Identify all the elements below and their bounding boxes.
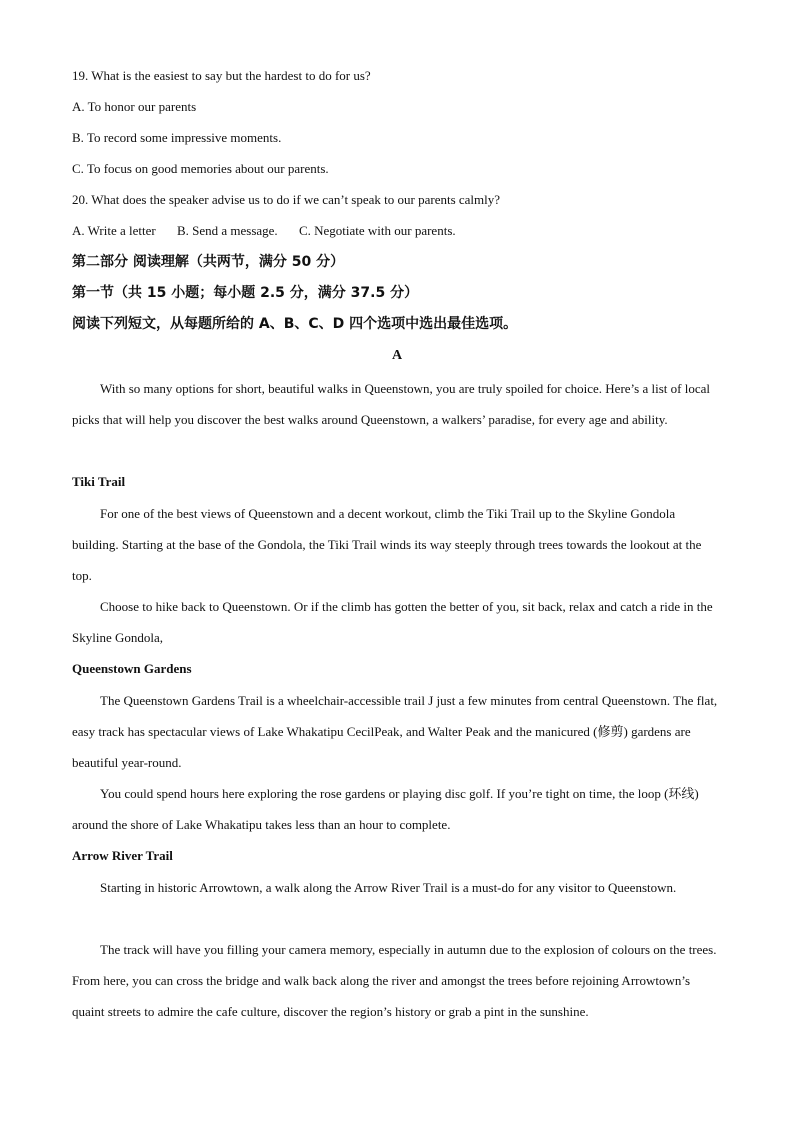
question-19-option-b: B. To record some impressive moments. [72,130,282,145]
section-part-heading: 第二部分 阅读理解（共两节，满分 50 分） [72,254,345,270]
question-20-stem: 20. What does the speaker advise us to do if we can’t speak to our parents calmly? [72,192,501,207]
arrow-paragraph-2: The track will have you filling your camera memory, especially in autumn due to the explosion of colours on the trees. From here, you can cross the bridge and walk back along the river and amongst the trees before rejoining Arrowtown’s quaint streets to admire the cafe culture, discover the region’s history or grab a pint in the sunshine. [72,942,717,1019]
tiki-paragraph-2: Choose to hike back to Queenstown. Or if the climb has gotten the better of you, sit back, relax and catch a ride in the Skyline Gondola, [72,599,713,645]
section-instruction: 阅读下列短文，从每题所给的 A、B、C、D 四个选项中选出最佳选项。 [72,316,518,332]
question-19-option-a: A. To honor our parents [72,99,197,114]
gardens-paragraph-2: You could spend hours here exploring the rose gardens or playing disc golf. If you’re tight on time, the loop (环线) around the shore of Lake Whakatipu takes less than an hour to complete. [72,786,699,832]
question-19-stem: 19. What is the easiest to say but the hardest to do for us? [72,68,371,83]
subsection-heading: 第一节（共 15 小题；每小题 2.5 分，满分 37.5 分） [72,285,419,301]
heading-tiki-trail: Tiki Trail [72,474,126,489]
passage-intro: With so many options for short, beautiful walks in Queenstown, you are truly spoiled for choice. Here’s a list of local picks that will help you discover the best walks around Queenstown, a walkers’ paradise, for every age and ability. [72,381,710,427]
heading-queenstown-gardens: Queenstown Gardens [72,661,192,676]
tiki-paragraph-1: For one of the best views of Queenstown and a decent workout, climb the Tiki Trail up to the Skyline Gondola building. Starting at the base of the Gondola, the Tiki Trail winds its way steeply through trees towards the lookout at the top. [72,506,702,583]
question-20-options [72,222,722,240]
question-20-option-b: B. Send a message. [176,223,278,238]
passage-label: A [391,348,403,363]
arrow-paragraph-1: Starting in historic Arrowtown, a walk along the Arrow River Trail is a must-do for any visitor to Queenstown. [100,880,677,895]
gardens-paragraph-1: The Queenstown Gardens Trail is a wheelchair-accessible trail J just a few minutes from central Queenstown. The flat, easy track has spectacular views of Lake Whakatipu CecilPeak, and Walter Peak and the manicured (修剪) gardens are beautiful year-round. [72,693,718,770]
question-20-option-a: A. Write a letter [72,223,156,238]
heading-arrow-river-trail: Arrow River Trail [72,848,173,863]
question-19-option-c: C. To focus on good memories about our parents. [72,161,329,176]
question-20-option-c: C. Negotiate with our parents. [298,223,456,238]
